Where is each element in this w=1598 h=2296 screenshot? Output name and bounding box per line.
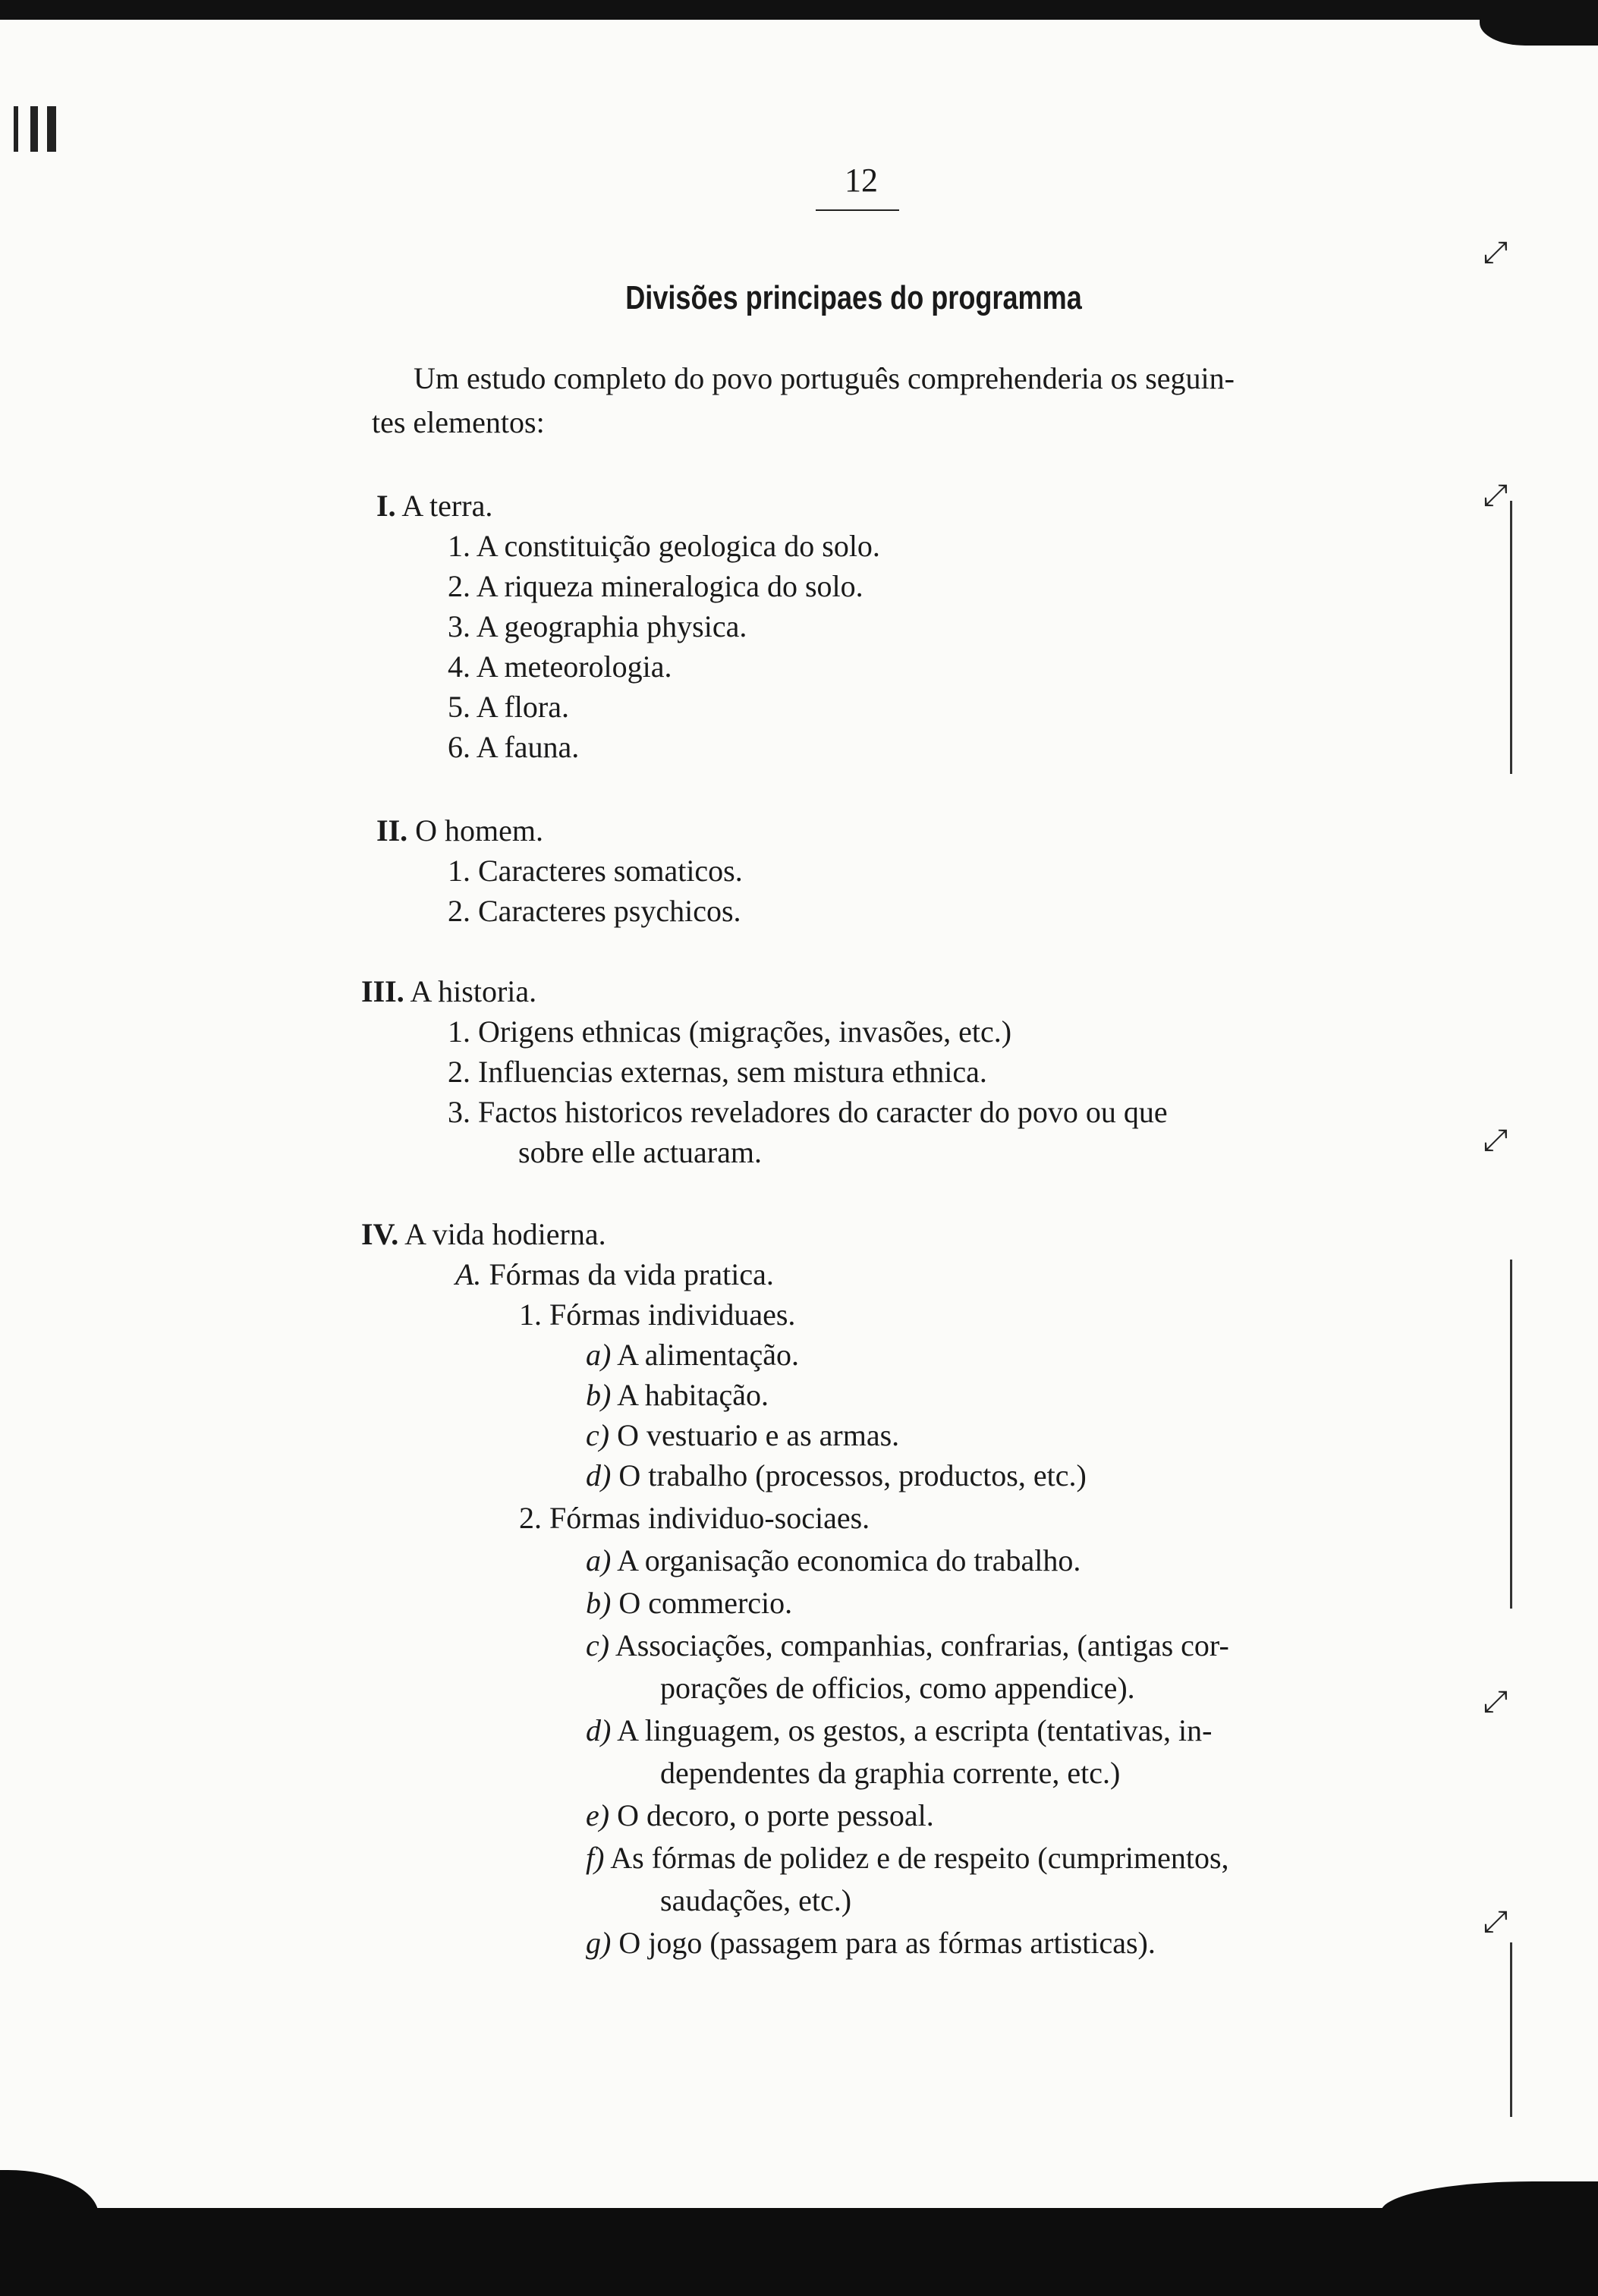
scan-edge-mark: ⤢ [1483,235,1508,270]
section-heading [361,1214,606,1255]
list-item-continuation: porações de officios, como appendice). [660,1671,1135,1705]
list-item: c) O vestuario e as armas. [586,1418,900,1452]
list-item: a) A alimentação. [586,1338,800,1372]
list-item: 1. Caracteres somaticos. [448,854,743,888]
list-item: 2. A riqueza mineralogica do solo. [448,569,863,603]
group-heading: 2. Fórmas individuo-sociaes. [519,1501,870,1535]
list-item: 1. A constituição geologica do solo. [448,529,880,563]
section-title: A vida hodierna. [404,1217,606,1251]
intro-line: tes elementos: [372,405,545,439]
scan-edge-mark: ⤢ [1483,1123,1508,1158]
list-item-continuation: sobre elle actuaram. [518,1135,762,1169]
list-item: 1. Origens ethnicas (migrações, invasões, etc.) [448,1014,1012,1049]
list-item: d) A linguagem, os gestos, a escripta (tentativas, in- [586,1713,1213,1747]
section-title: O homem. [415,813,544,848]
scan-edge-mark: ⤢ [1483,1904,1508,1939]
page-title: Divisões principaes do programma [625,279,1082,316]
section-numeral: I. [376,489,396,523]
subsection-heading: A. Fórmas da vida pratica. [455,1257,774,1291]
scan-border-top [0,0,1598,20]
scan-edge-line [1510,1260,1512,1609]
group-heading: 1. Fórmas individuaes. [519,1297,796,1332]
scan-border-bottom [0,2208,1598,2296]
section-title: A historia. [410,974,537,1008]
list-item: 6. A fauna. [448,730,580,764]
section-heading [376,486,492,527]
list-item: 2. Caracteres psychicos. [448,894,741,928]
list-item: b) A habitação. [586,1378,769,1412]
list-item: f) As fórmas de polidez e de respeito (cumprimentos, [586,1841,1229,1875]
list-item: c) Associações, companhias, confrarias, (antigas cor- [586,1628,1229,1662]
intro-paragraph [372,357,1366,445]
section-numeral: II. [376,813,408,848]
section-title: A terra. [401,489,493,523]
list-item: 4. A meteorologia. [448,649,672,684]
scan-edge-line [1510,501,1512,774]
list-item: a) A organisação economica do trabalho. [586,1543,1081,1577]
section-numeral: IV. [361,1217,399,1251]
list-item-continuation: dependentes da graphia corrente, etc.) [660,1756,1121,1790]
list-item: 5. A flora. [448,690,569,724]
list-item: 3. A geographia physica. [448,609,747,643]
list-item: b) O commercio. [586,1586,793,1620]
scan-edge-mark: ⤢ [1483,478,1508,513]
scan-border-top-right [1480,14,1598,46]
list-item: e) O decoro, o porte pessoal. [586,1798,934,1832]
list-item-continuation: saudações, etc.) [660,1883,852,1917]
page-number-rule [816,209,899,211]
page-number: 12 [845,162,878,199]
scan-binding-marks [14,106,74,152]
section-heading [361,971,536,1012]
list-item: d) O trabalho (processos, productos, etc.) [586,1458,1087,1492]
list-item: 2. Influencias externas, sem mistura ethnica. [448,1055,987,1089]
intro-line: Um estudo completo do povo português comprehenderia os seguin- [414,361,1235,395]
section-numeral: III. [361,974,404,1008]
scan-edge-line [1510,1942,1512,2117]
scan-edge-mark: ⤢ [1483,1684,1508,1719]
section-heading [376,810,543,851]
list-item: g) O jogo (passagem para as fórmas artisticas). [586,1926,1156,1960]
list-item: 3. Factos historicos reveladores do caracter do povo ou que [448,1095,1168,1129]
